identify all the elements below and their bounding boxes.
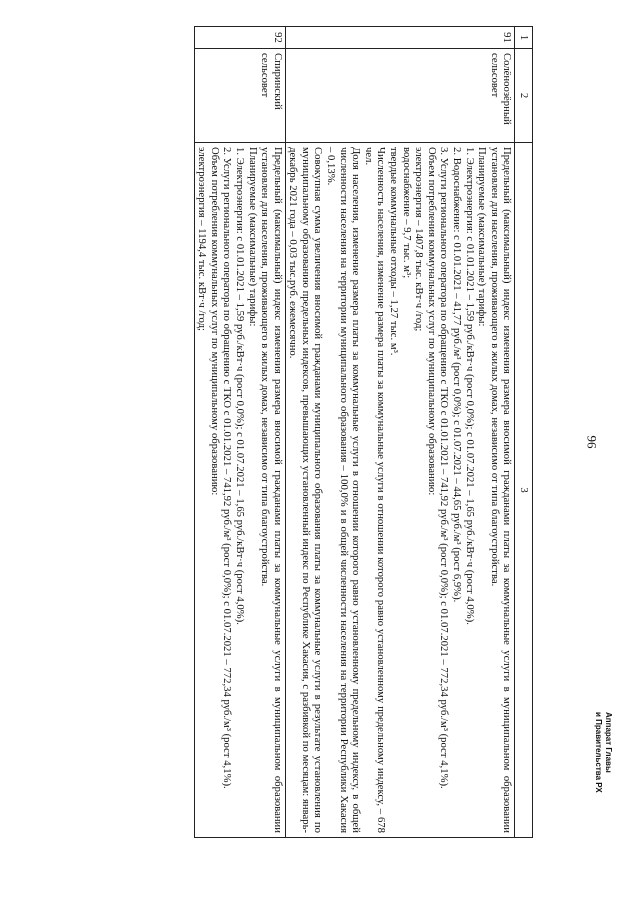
table-row xyxy=(285,27,515,838)
header-col-1: 1 xyxy=(515,27,533,49)
row-number: 92 xyxy=(194,27,285,49)
description-line: Совокупная сумма увеличения вносимой гражданами муниципального образования платы за коммунальные услуги в результате установления по муниципальному образованию предельных индексов, превышающих установленный индекс по Республике Хакасия, с разбивкой по месяцам: январь-декабрь 2021 года – 0,03 тыс.руб. ежемесячно. xyxy=(287,147,325,833)
stamp-line-2: и Правительства РХ xyxy=(594,712,603,793)
document-sheet xyxy=(83,26,533,838)
header-col-3: 3 xyxy=(515,143,533,838)
description-line: 2. Услуги регионального оператора по обращению с ТКО с 01.01.2021 – 741,92 руб./м³ (рост 0,0%); с 01.07.2021 – 772,34 руб./м³ (рост 4,1%). xyxy=(221,147,234,789)
description-line: электроэнергия – 1407,8 тыс. кВт·ч /год; xyxy=(413,147,426,332)
table-row xyxy=(194,27,285,838)
table-header-row xyxy=(515,27,533,838)
description-line: Предельный (максимальный) индекс изменения размера вносимой гражданами платы за коммунальные услуги в муниципальном образовании установлен для населения, проживающего в жилых домах, независимо от типа благоустройства. xyxy=(488,147,514,833)
description-line: Планируемые (максимальные) тарифы: xyxy=(246,147,259,327)
description-line: твердые коммунальные отходы – 1,27 тыс. м³. xyxy=(388,147,401,356)
description-line: электроэнергия – 1194,4 тыс. кВт·ч /год; xyxy=(196,147,209,331)
description-line: водоснабжение – 9,7 тыс. м³; xyxy=(400,147,413,279)
description-line: Объем потребления коммунальных услуг по муниципальному образованию: xyxy=(425,147,438,496)
description-line: Доля населения, изменение размера платы за коммунальные услуги в отношении которого равно установленному предельному индексу, в общей численности населения на территории муниципального образования – 100,0% и в общей численности населения на территории Республики Хакасия – 0,13%. xyxy=(325,147,363,833)
page-number: 96 xyxy=(584,435,600,449)
description-line: 3. Услуги регионального оператора по обращению с ТКО с 01.01.2021 – 741,92 руб./м³ (рост 0,0%); с 01.07.2021 – 772,34 руб./м³ (рост 4,1%). xyxy=(438,147,451,789)
description-line: 1. Электроэнергия: с 01.01.2021 – 1,59 руб./кВт·ч (рост 0,0%); с 01.07.2021 – 1,65 руб./кВт·ч (рост 4,0%). xyxy=(233,147,246,625)
description-line: Планируемые (максимальные) тарифы: xyxy=(476,147,489,327)
tariff-description xyxy=(285,143,515,838)
description-line: 1. Электроэнергия: с 01.01.2021 – 1,59 руб./кВт·ч (рост 0,0%); с 01.07.2021 – 1,65 руб./кВт·ч (рост 4,0%). xyxy=(463,147,476,625)
description-line: Объем потребления коммунальных услуг по муниципальному образованию: xyxy=(208,147,221,496)
municipality-name: Солёноозёрный сельсовет xyxy=(285,49,515,143)
tariff-table xyxy=(194,26,533,838)
description-line: Предельный (максимальный) индекс изменения размера вносимой гражданами платы за коммунальные услуги в муниципальном образовании установлен для населения, проживающего в жилых домах, независимо от типа благоустройства. xyxy=(259,147,284,833)
description-line: 2. Водоснабжение: с 01.01.2021 – 41,77 руб./м³ (рост 0,0%); с 01.07.2021 – 44,65 руб./м³ (рост 6,9%). xyxy=(451,147,464,603)
stamp-line-1: Аппарат Главы xyxy=(604,712,613,773)
header-col-2: 2 xyxy=(515,49,533,143)
office-stamp xyxy=(585,712,625,812)
tariff-description xyxy=(194,143,285,838)
row-number: 91 xyxy=(285,27,515,49)
description-line: Численность населения, изменение размера платы за коммунальные услуги в отношении которого равно установленному предельному индексу, – 678 чел. xyxy=(362,147,388,833)
municipality-name: Спиринский сельсовет xyxy=(194,49,285,143)
